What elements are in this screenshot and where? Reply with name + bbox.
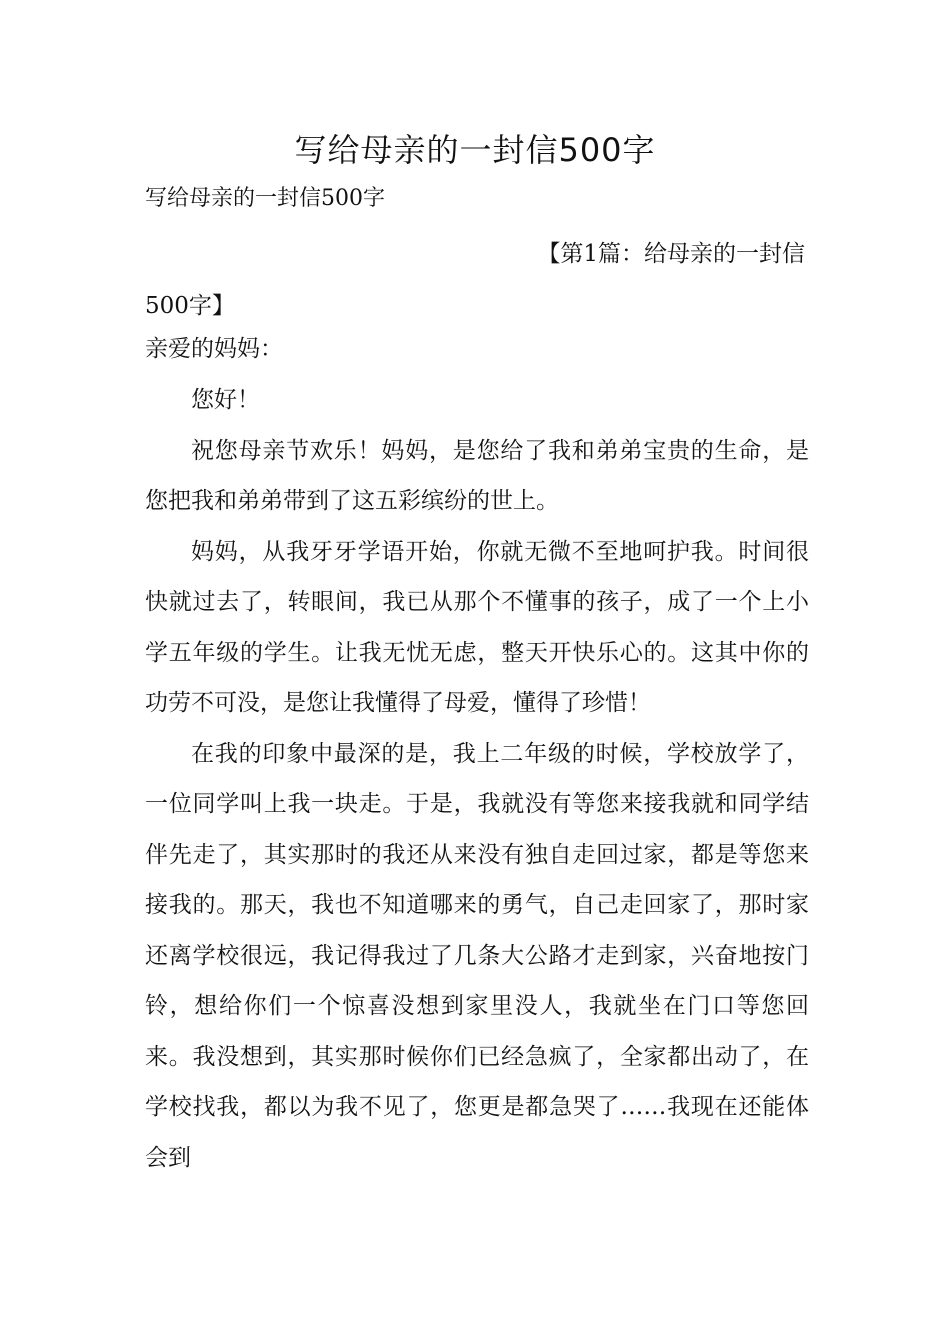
section-heading-line1: 【第1篇：给母亲的一封信 xyxy=(537,241,805,267)
document-subtitle: 写给母亲的一封信500字 xyxy=(145,186,385,211)
paragraph: 妈妈，从我牙牙学语开始，你就无微不至地呵护我。时间很快就过去了，转眼间，我已从那个不懂事的孩子，成了一个上小学五年级的学生。让我无忧无虑，整天开快乐心的。这其中你的功劳不可没，是您让我懂得了母爱，懂得了珍惜！ xyxy=(145,538,809,716)
letter-body xyxy=(145,375,809,1183)
section-heading xyxy=(145,228,805,332)
section-heading-line2: 500字】 xyxy=(145,293,235,319)
letter-salutation: 亲爱的妈妈： xyxy=(145,336,283,362)
paragraph: 在我的印象中最深的是，我上二年级的时候，学校放学了，一位同学叫上我一块走。于是，我就没有等您来接我就和同学结伴先走了，其实那时的我还从来没有独自走回过家，都是等您来接我的。那天，我也不知道哪来的勇气，自己走回家了，那时家还离学校很远，我记得我过了几条大公路才走到家，兴奋地按门铃，想给你们一个惊喜没想到家里没人，我就坐在门口等您回来。我没想到，其实那时候你们已经急疯了，全家都出动了，在学校找我，都以为我不见了，您更是都急哭了……我现在还能体会到 xyxy=(145,740,809,1171)
paragraph: 祝您母亲节欢乐！妈妈，是您给了我和弟弟宝贵的生命，是您把我和弟弟带到了这五彩缤纷的世上。 xyxy=(145,437,809,514)
paragraph: 您好！ xyxy=(191,387,260,413)
document-title: 写给母亲的一封信500字 xyxy=(294,131,656,169)
